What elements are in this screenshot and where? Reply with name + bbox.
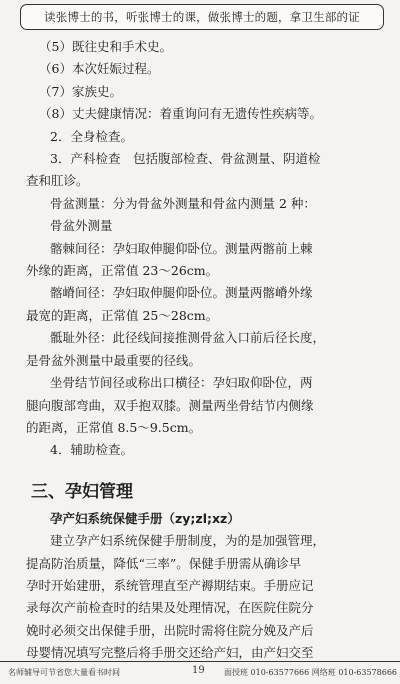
text-line: 2．全身检查。: [50, 128, 133, 144]
text-line: 录每次产前检查时的结果及处理情况，在医院住院分: [26, 600, 314, 616]
text-line: 坐骨结节间径或称出口横径：孕妇取仰卧位，两: [50, 375, 313, 391]
text-line: 骶耻外径：此径线间接推测骨盆入口前后径长度，: [50, 330, 326, 346]
text-line: 孕时开始建册，系统管理直至产褥期结束。手册应记: [26, 577, 314, 593]
text-line: 最宽的距离，正常值 25～28cm。: [26, 307, 219, 323]
text-line: （6）本次妊娠过程。: [39, 61, 160, 77]
text-line: （5）既往史和手术史。: [39, 39, 172, 54]
text-line: 3．产科检查 包括腹部检查、骨盆测量、阴道检: [50, 151, 321, 167]
text-line: 提高防治质量，降低“三率”。保健手册需从确诊早: [26, 555, 302, 571]
text-line: 腿向腹部弯曲，双手抱双膝。测量两坐骨结节内侧缘: [26, 397, 314, 413]
section-heading: 三、孕妇管理: [31, 481, 133, 502]
text-line: （8）丈夫健康情况：着重询问有无遗传性疾病等。: [39, 106, 322, 122]
text-line: 的距离，正常值 8.5～9.5cm。: [26, 419, 202, 435]
text-line: 娩时必须交出保健手册，出院时需将住院分娩及产后: [26, 622, 314, 638]
text-line: 4．辅助检查。: [50, 442, 133, 458]
text-line: 建立孕产妇系统保健手册制度，为的是加强管理，: [50, 533, 326, 549]
page-content: [26, 36, 378, 665]
page-footer: [0, 661, 400, 684]
page-header: 读张博士的书，听张博士的课，做张博士的题，拿卫生部的证: [20, 4, 384, 30]
text-line: 髂棘间径：孕妇取伸腿仰卧位。测量两髂前上棘: [50, 240, 313, 256]
text-line: 髂嵴间径：孕妇取伸腿仰卧位。测量两髂嵴外缘: [50, 285, 313, 301]
text-line: 查和肛诊。: [26, 173, 89, 189]
text-line: （7）家族史。: [39, 83, 122, 99]
footer-contact: 面授班 010-63577666 网络班 010-63578666: [224, 668, 398, 677]
footer-slogan: 名师辅导可节省您大量看书时间: [8, 668, 120, 677]
text-line: 骨盆测量：分为骨盆外测量和骨盆内测量 2 种：: [50, 195, 316, 211]
page-number: 19: [192, 665, 205, 676]
text-line: 外缘的距离，正常值 23～26cm。: [26, 263, 219, 279]
section-subheading: 孕产妇系统保健手册（zy;zl;xz）: [50, 510, 240, 526]
text-line: 母婴情况填写完整后将手册交还给产妇，由产妇交至: [26, 645, 314, 661]
text-line: 是骨盆外测量中最重要的径线。: [26, 352, 202, 368]
text-line: 骨盆外测量: [50, 218, 113, 234]
